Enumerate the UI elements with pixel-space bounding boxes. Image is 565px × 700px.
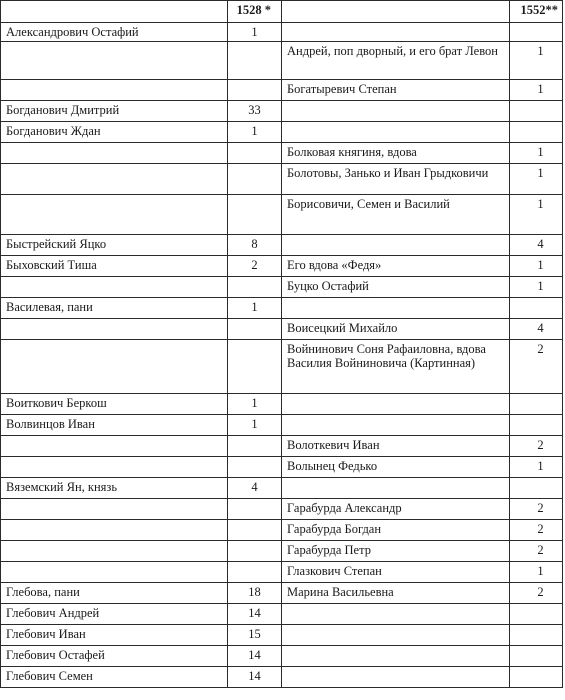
name-1552-cell: Волоткевич Иван: [282, 436, 510, 457]
name-1528-cell: Глебович Андрей: [1, 604, 228, 625]
count-1528-cell: [228, 457, 282, 478]
name-1552-cell: Гарабурда Александр: [282, 499, 510, 520]
count-1528-cell: [228, 436, 282, 457]
count-1528-cell: 2: [228, 256, 282, 277]
count-1528-cell: [228, 541, 282, 562]
name-1552-cell: [282, 298, 510, 319]
table-row: [1, 277, 563, 298]
count-1552-cell: 4: [510, 319, 563, 340]
table-row: [1, 394, 563, 415]
count-1528-cell: 1: [228, 23, 282, 42]
count-1552-cell: 2: [510, 499, 563, 520]
count-1528-cell: 14: [228, 604, 282, 625]
count-1528-cell: 1: [228, 298, 282, 319]
name-1528-cell: [1, 164, 228, 195]
count-1552-cell: [510, 646, 563, 667]
name-1552-cell: Богатыревич Степан: [282, 80, 510, 101]
count-1528-cell: 14: [228, 667, 282, 688]
count-1528-cell: [228, 80, 282, 101]
count-1552-cell: [510, 298, 563, 319]
name-1528-cell: [1, 499, 228, 520]
count-1528-cell: [228, 277, 282, 298]
count-1528-cell: 1: [228, 122, 282, 143]
name-1528-cell: Глебович Остафей: [1, 646, 228, 667]
count-1552-cell: 1: [510, 143, 563, 164]
name-1528-cell: [1, 436, 228, 457]
name-1552-cell: Буцко Остафий: [282, 277, 510, 298]
name-1552-cell: [282, 478, 510, 499]
count-1528-cell: 15: [228, 625, 282, 646]
count-1552-cell: [510, 23, 563, 42]
count-1552-cell: [510, 101, 563, 122]
count-1528-cell: [228, 499, 282, 520]
name-1528-cell: Быховский Тиша: [1, 256, 228, 277]
count-1552-cell: 1: [510, 457, 563, 478]
table-row: [1, 667, 563, 688]
table-row: [1, 42, 563, 80]
name-1528-cell: Глебова, пани: [1, 583, 228, 604]
name-1552-cell: Волынец Федько: [282, 457, 510, 478]
name-1552-cell: [282, 604, 510, 625]
count-1528-cell: 14: [228, 646, 282, 667]
count-1552-cell: 2: [510, 583, 563, 604]
count-1552-cell: 1: [510, 42, 563, 80]
name-1528-cell: [1, 340, 228, 394]
name-1528-cell: Василевая, пани: [1, 298, 228, 319]
table-row: [1, 101, 563, 122]
table-row: [1, 143, 563, 164]
header-1552: 1552**: [510, 1, 563, 23]
name-1552-cell: Болковая княгиня, вдова: [282, 143, 510, 164]
count-1552-cell: 1: [510, 562, 563, 583]
count-1528-cell: [228, 143, 282, 164]
name-1552-cell: [282, 415, 510, 436]
count-1528-cell: [228, 319, 282, 340]
name-1528-cell: Богданович Ждан: [1, 122, 228, 143]
count-1528-cell: [228, 164, 282, 195]
count-1528-cell: 18: [228, 583, 282, 604]
name-1552-cell: Войнинович Соня Рафаиловна, вдова Василия Войниновича (Картинная): [282, 340, 510, 394]
table-row: [1, 646, 563, 667]
header-row: [1, 1, 563, 23]
header-empty-cell: [1, 1, 228, 23]
name-1528-cell: Александрович Остафий: [1, 23, 228, 42]
count-1552-cell: 4: [510, 235, 563, 256]
table-row: [1, 541, 563, 562]
name-1552-cell: Марина Васильевна: [282, 583, 510, 604]
name-1528-cell: Воиткович Беркош: [1, 394, 228, 415]
count-1552-cell: 2: [510, 520, 563, 541]
table-row: [1, 340, 563, 394]
count-1552-cell: [510, 604, 563, 625]
count-1552-cell: [510, 667, 563, 688]
name-1552-cell: [282, 394, 510, 415]
name-1552-cell: Борисовичи, Семен и Василий: [282, 195, 510, 235]
table-row: [1, 478, 563, 499]
table-row: [1, 625, 563, 646]
table-row: [1, 256, 563, 277]
header-empty-cell: [282, 1, 510, 23]
count-1552-cell: 2: [510, 436, 563, 457]
table-row: [1, 499, 563, 520]
name-1528-cell: [1, 42, 228, 80]
name-1528-cell: [1, 277, 228, 298]
table-row: [1, 436, 563, 457]
name-1552-cell: [282, 646, 510, 667]
count-1528-cell: 8: [228, 235, 282, 256]
table-row: [1, 298, 563, 319]
header-1528: 1528 *: [228, 1, 282, 23]
name-1528-cell: Вяземский Ян, князь: [1, 478, 228, 499]
table-row: [1, 457, 563, 478]
table-row: [1, 319, 563, 340]
table-row: [1, 235, 563, 256]
count-1552-cell: 1: [510, 164, 563, 195]
name-1528-cell: Глебович Семен: [1, 667, 228, 688]
count-1552-cell: 2: [510, 340, 563, 394]
table-row: [1, 604, 563, 625]
count-1528-cell: 33: [228, 101, 282, 122]
name-1528-cell: [1, 457, 228, 478]
name-1552-cell: [282, 667, 510, 688]
count-1528-cell: 4: [228, 478, 282, 499]
name-1528-cell: [1, 195, 228, 235]
name-1528-cell: Богданович Дмитрий: [1, 101, 228, 122]
count-1528-cell: [228, 195, 282, 235]
table-row: [1, 122, 563, 143]
table-row: [1, 80, 563, 101]
name-1552-cell: Глазкович Степан: [282, 562, 510, 583]
name-1552-cell: Болотовы, Занько и Иван Грыдковичи: [282, 164, 510, 195]
count-1552-cell: 1: [510, 80, 563, 101]
count-1552-cell: [510, 415, 563, 436]
count-1552-cell: [510, 122, 563, 143]
table-row: [1, 23, 563, 42]
count-1552-cell: 1: [510, 256, 563, 277]
name-1528-cell: [1, 143, 228, 164]
name-1552-cell: Гарабурда Богдан: [282, 520, 510, 541]
name-1528-cell: [1, 562, 228, 583]
name-1528-cell: [1, 80, 228, 101]
name-1528-cell: [1, 541, 228, 562]
table-row: [1, 415, 563, 436]
table-row: [1, 195, 563, 235]
name-1552-cell: [282, 625, 510, 646]
name-1552-cell: [282, 23, 510, 42]
count-1528-cell: [228, 42, 282, 80]
name-1528-cell: [1, 520, 228, 541]
count-1552-cell: 2: [510, 541, 563, 562]
count-1552-cell: 1: [510, 277, 563, 298]
name-1528-cell: [1, 319, 228, 340]
count-1528-cell: 1: [228, 415, 282, 436]
name-1528-cell: Глебович Иван: [1, 625, 228, 646]
count-1552-cell: [510, 478, 563, 499]
table-row: [1, 583, 563, 604]
name-1552-cell: Гарабурда Петр: [282, 541, 510, 562]
name-1552-cell: Его вдова «Федя»: [282, 256, 510, 277]
count-1552-cell: [510, 394, 563, 415]
count-1528-cell: 1: [228, 394, 282, 415]
table-row: [1, 164, 563, 195]
name-1528-cell: Быстрейский Яцко: [1, 235, 228, 256]
count-1528-cell: [228, 520, 282, 541]
name-1552-cell: Андрей, поп дворный, и его брат Левон: [282, 42, 510, 80]
count-1552-cell: [510, 625, 563, 646]
count-1528-cell: [228, 340, 282, 394]
table-row: [1, 562, 563, 583]
name-1552-cell: [282, 122, 510, 143]
name-1552-cell: [282, 235, 510, 256]
count-1528-cell: [228, 562, 282, 583]
count-1552-cell: 1: [510, 195, 563, 235]
name-1552-cell: Воисецкий Михайло: [282, 319, 510, 340]
table-row: [1, 520, 563, 541]
name-1552-cell: [282, 101, 510, 122]
name-1528-cell: Волвинцов Иван: [1, 415, 228, 436]
